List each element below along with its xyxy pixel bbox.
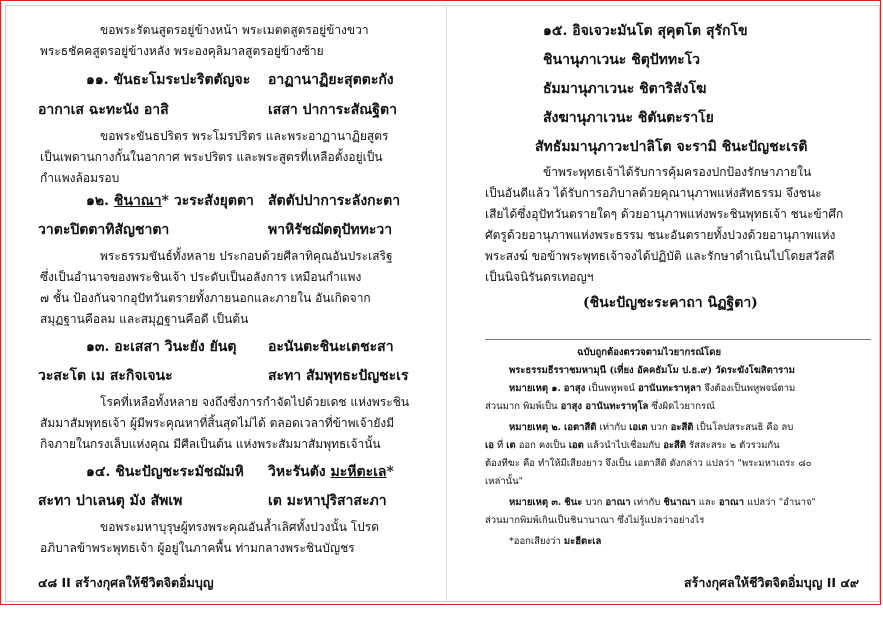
left-para-1-line-2: พระธชัคคสูตรอยู่ข้างหลัง พระองคุลิมาลสูตรอยู่ข้างซ้าย: [40, 44, 324, 58]
verse-14-line-1-b-pre: วิหะรันตัง: [268, 464, 331, 480]
verse-12-line-2-b: พาหิรัชฌัตตุปัททะวา: [268, 222, 393, 238]
verse-15-line-3: ธัมมานุภาเวนะ ชิตาริสังโฆ: [543, 81, 707, 97]
left-para-3-line-4: สมุฏฐานคือลม และสมุฏฐานคือดี เป็นต้น: [40, 312, 249, 326]
note-1-line-2-b: ซึ่งผิดไวยากรณ์: [648, 401, 715, 412]
note-2-word-5: เต: [506, 440, 516, 451]
verse-15-line-1: ๑๕. อิจเจวะมันโต สุคุตโต สุรักโข: [543, 23, 748, 39]
verse-15-line-4: สังฆานุภาเวนะ ชิตันตะราโย: [543, 110, 714, 126]
verse-12-number: ๑๒.: [86, 193, 109, 209]
note-2-line-3: ต้องทีฆะ คือ ทำให้มีเสียงยาว จึงเป็น เอตาสีติ ดังกล่าว แปลว่า "พระมหาเถระ ๘๐: [485, 458, 812, 469]
verse-12-line-2-a: วาตะปิตตาทิสัญชาตา: [38, 222, 170, 238]
verse-12-line-1-a: [86, 190, 254, 212]
verse-13-line-1-b: อะนันตะชินะเตชะสา: [268, 339, 394, 355]
notes-divider: [485, 339, 871, 340]
note-3-line-1: [509, 494, 816, 512]
verse-12-underlined-word: ชินาณา: [113, 193, 162, 209]
verse-11-line-1-a: ๑๑. ขันธะโมระปะริตตัญจะ: [86, 72, 251, 88]
note-3-text-4: แปลว่า "อำนาจ": [744, 497, 816, 508]
verse-11-line-1-b: อาฏานาฏิยะสุตตะกัง: [268, 72, 394, 88]
note-3-word-2: อาณา: [605, 497, 631, 508]
note-1-line-1: [509, 380, 795, 398]
note-3-word-1: ชินะ: [564, 497, 583, 508]
verse-13-line-2-b: สะทา สัมพุทธะปัญชะเร: [268, 368, 409, 384]
note-2-text-7: รัสสะสระ ๒ ตัวรวมกัน: [686, 440, 780, 451]
note-3-label: หมายเหตุ ๓.: [509, 497, 562, 508]
left-para-4-line-1: โรคที่เหลือทั้งหลาย จงถึงซึ่งการกำจัดไปด้วยเดช แห่งพระชิน: [100, 395, 410, 409]
verse-15-line-2: ชินานุภาเวนะ ชิตุปัททะโว: [543, 52, 701, 68]
left-para-2-line-1: ขอพระขันธปริตร พระโมรปริตร และพระอาฏานาฏิยสูตร: [100, 129, 389, 143]
right-page: [447, 6, 879, 601]
note-2-text-3: เป็นโลปสระสนธิ คือ ลบ: [693, 422, 794, 433]
note-1-word-3: อาสุง อานันทะราหุโล: [560, 401, 649, 412]
left-para-3-line-3: ๗ ชั้น ป้องกันจากอุปัทวันตรายทั้งภายนอกและภายใน อันเกิดจาก: [40, 291, 371, 305]
verse-11-line-2-a: อากาเส ฉะทะนัง อาสิ: [38, 102, 169, 118]
verse-14-line-2-a: สะทา ปาเลนตุ มัง สัพเพ: [38, 493, 183, 509]
note-3-word-4: อาณา: [718, 497, 745, 508]
note-2-word-1: เอตาสีติ: [564, 422, 597, 433]
right-footer: สร้างกุศลให้ชีวิตจิตอิ่มบุญ II ๔๙: [684, 575, 859, 590]
note-2-text-6: แล้วนำไปเชื่อมกับ: [583, 440, 664, 451]
note-2-line-2: [485, 437, 780, 455]
verse-14-line-1-b: [268, 461, 394, 483]
note-2-word-2: เอเต: [629, 422, 648, 433]
note-1-line-2-a: ส่วนมาก พิมพ์เป็น: [485, 401, 561, 412]
note-3-word-3: ชินาณา: [663, 497, 696, 508]
verse-12-rest: * วะระสังยุตตา: [161, 193, 254, 209]
note-2-text-2: บวก: [647, 422, 671, 433]
left-footer: ๔๘ II สร้างกุศลให้ชีวิตจิตอิ่มบุญ: [38, 575, 214, 590]
right-para-1-line-6: เป็นนิจนิรันดรเทอญฯ: [485, 270, 594, 284]
left-para-3-line-1: พระธรรมขันธ์ทั้งหลาย ประกอบด้วยศีลาทิคุณอันประเสริฐ: [100, 249, 393, 263]
note-4-text: *ออกเสียงว่า: [509, 536, 564, 547]
note-3-text-2: เท่ากับ: [630, 497, 664, 508]
note-3-text-3: และ: [695, 497, 719, 508]
note-1-word-2: อานันทะราหุลา: [637, 383, 702, 394]
left-para-2-line-2: เป็นเพดานกางกั้นในอากาศ พระปริตร และพระสูตรที่เหลือตั้งอยู่เป็น: [40, 150, 383, 164]
note-2-text-5: ออก คงเป็น: [515, 440, 569, 451]
left-para-3-line-2: ซึ่งเป็นอำนาจของพระชินเจ้า ประดับเป็นอลังการ เหมือนกำแพง: [40, 270, 362, 284]
note-3-line-2: ส่วนมากพิมพ์เกินเป็นชินานาณา ซึ่งไม่รู้แปลว่าอย่างไร: [485, 515, 705, 526]
book-spread: [5, 5, 880, 602]
note-2-word-6: เอต: [568, 440, 584, 451]
note-1-text-1: เป็นพหูพจน์: [585, 383, 638, 394]
right-para-1-line-2: เป็นอันดีแล้ว ได้รับการอภิบาลด้วยคุณานุภาพแห่งสัทธรรม จึงชนะ: [485, 186, 822, 200]
note-2-line-1: [509, 419, 793, 437]
note-1-word-1: อาสุง: [563, 383, 586, 394]
note-2-label: หมายเหตุ ๒.: [509, 422, 561, 433]
note-2-line-4: เหล่านั้น": [485, 476, 524, 487]
verse-13-line-1-a: ๑๓. อะเสสา วินะยัง ยันตุ: [86, 339, 237, 355]
left-para-4-line-3: กิจภายในกรงเล็บแห่งคุณ มีศีลเป็นต้น แห่งพระสัมมาสัมพุทธเจ้านั้น: [40, 437, 381, 451]
left-para-5-line-2: อภิบาลข้าพระพุทธเจ้า ผู้อยู่ในภาคพื้น ท่ามกลางพระชินบัญชร: [40, 541, 355, 555]
notes-title: ฉบับถูกต้องตรวจตามไวยากรณ์โดย: [577, 347, 722, 358]
note-1-label: หมายเหตุ ๑.: [509, 383, 561, 394]
note-1-text-2: จึงต้องเป็นพหูพจน์ตาม: [701, 383, 796, 394]
note-2-text-1: เท่ากับ: [596, 422, 630, 433]
verse-14-underlined-word: มะหีตะเล: [330, 464, 387, 480]
right-para-1-line-5: พระสงฆ์ ขอข้าพระพุทธเจ้าจงได้ปฏิบัติ และรักษาดำเนินไปโดยสวัสดี: [485, 249, 835, 263]
right-para-1-line-1: ข้าพระพุทธเจ้าได้รับการคุ้มครองปกป้องรักษาภายใน: [543, 165, 812, 179]
right-para-1-line-4: ศัตรูด้วยอานุภาพแห่งพระธรรม ชนะอันตรายทั้งปวงด้วยอานุภาพแห่ง: [485, 228, 836, 242]
left-para-2-line-3: กำแพงล้อมรอบ: [40, 171, 120, 185]
left-para-1-line-1: ขอพระรัตนสูตรอยู่ข้างหน้า พระเมตตสูตรอยู่ข้างขวา: [100, 23, 369, 37]
note-3-text-1: บวก: [582, 497, 606, 508]
note-2-word-3: อะสีติ: [670, 422, 694, 433]
note-1-line-2: [485, 398, 715, 416]
verse-13-line-2-a: วะสะโต เม สะกิจเจนะ: [38, 368, 173, 384]
note-4-line: [509, 533, 601, 551]
left-para-5-line-1: ขอพระมหาบุรุษผู้ทรงพระคุณอันล้ำเลิศทั้งปวงนั้น โปรด: [100, 520, 380, 534]
left-page: [6, 6, 446, 601]
note-2-text-4: ที่: [493, 440, 507, 451]
closing-title: (ชินะปัญชะระคาถา นิฏฐิตา): [583, 295, 758, 311]
notes-subtitle: พระธรรมธีรราชมหามุนี (เที่ยง อัคคธัมโม ป.ธ.๙) วัดระฆังโฆสิตาราม: [509, 365, 795, 376]
note-4-word: มะฮีตะเล: [563, 536, 602, 547]
left-para-4-line-2: สัมมาสัมพุทธเจ้า ผู้มีพระคุณหาที่สิ้นสุดไม่ได้ ตลอดเวลาที่ข้าพเจ้ายังมี: [40, 416, 395, 430]
right-para-1-line-3: เสียได้ซึ่งอุปัทวันตรายใดๆ ด้วยอานุภาพแห่งพระชินพุทธเจ้า ชนะข้าศึก: [485, 207, 844, 221]
verse-11-line-2-b: เสสา ปาการะสัณฐิตา: [268, 102, 397, 118]
verse-14-asterisk: *: [386, 464, 394, 480]
verse-12-line-1-b: สัตตัปปาการะลังกะตา: [268, 193, 401, 209]
note-2-word-7: อะสีติ: [663, 440, 686, 451]
verse-14-line-1-a: ๑๔. ชินะปัญชะระมัชฌัมหิ: [86, 464, 244, 480]
verse-15-line-5: สัทธัมมานุภาวะปาลิโต จะรามิ ชินะปัญชะเรติ: [535, 139, 808, 155]
note-2-word-4: เอ: [485, 440, 494, 451]
verse-14-line-2-b: เต มะหาปุริสาสะภา: [268, 493, 387, 509]
